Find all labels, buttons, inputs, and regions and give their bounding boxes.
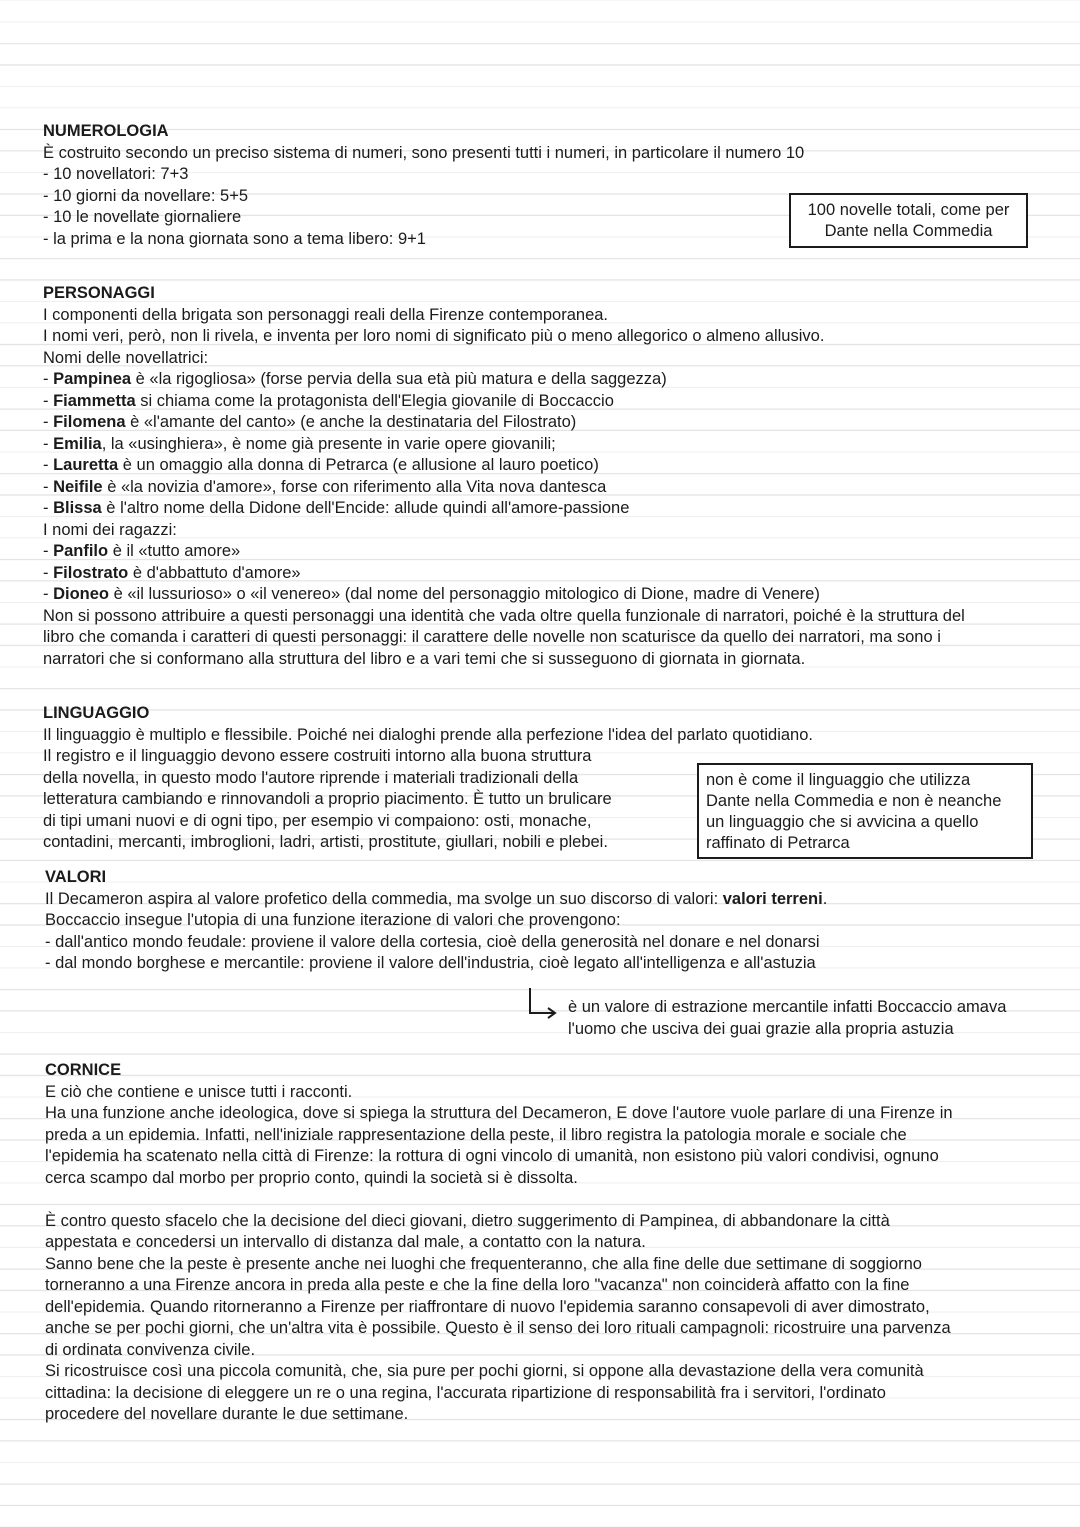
section-personaggi — [43, 283, 965, 670]
text-line: Nomi delle novellatrici: — [43, 348, 209, 367]
text-line: È costruito secondo un preciso sistema di numeri, sono presenti tutti i numeri, in particolare il numero 10 — [43, 143, 805, 162]
character-desc: è «il lussurioso» o «il venereo» (dal nome del personaggio mitologico di Dione, madre di Venere) — [109, 585, 820, 603]
text-line: l'epidemia ha scatenato nella città di Firenze: la rottura di ogni vincolo di umanità, non esistono più valori condivisi, ognuno — [45, 1147, 939, 1165]
section-title: NUMEROLOGIA — [43, 122, 169, 140]
character-name: Filomena — [53, 413, 126, 431]
list-item: - Dioneo è «il lussurioso» o «il venereo» (dal nome del personaggio mitologico di Dione, madre di Venere) — [43, 585, 820, 603]
character-name: Emilia — [53, 434, 102, 453]
note-box — [789, 193, 1028, 248]
character-desc: è un omaggio alla donna di Petrarca (e allusione al lauro poetico) — [118, 456, 599, 474]
section-cornice — [45, 1060, 953, 1426]
text-line: cerca scampo dal morbo per proprio conto, quindi la società si è dissolta. — [45, 1168, 578, 1187]
text-line: preda a un epidemia. Infatti, nell'iniziale rappresentazione della peste, il libro registra la patologia morale e sociale che — [45, 1125, 907, 1144]
text-line: Sanno bene che la peste è presente anche nei luoghi che frequenteranno, che alla fine delle due settimane di soggiorno — [45, 1254, 922, 1273]
character-desc: è il «tutto amore» — [108, 542, 241, 560]
text-line — [45, 889, 827, 911]
character-desc: si chiama come la protagonista dell'Elegia giovanile di Boccaccio — [135, 391, 614, 410]
note-line: raffinato di Petrarca — [706, 834, 850, 852]
character-name: Pampinea — [53, 370, 132, 388]
list-item: - Fiammetta si chiama come la protagonista dell'Elegia giovanile di Boccaccio — [43, 391, 614, 410]
section-numerologia — [43, 121, 804, 250]
text-line: Non si possono attribuire a questi personaggi una identità che vada oltre quella funzionale di narratori, poiché è la struttura del — [43, 606, 965, 625]
text-line: libro che comanda i caratteri di questi personaggi: il carattere delle novelle non scaturisce da quello dei narratori, ma sono i — [43, 628, 941, 646]
character-name: Neifile — [53, 477, 103, 496]
arrow-icon — [522, 985, 562, 1025]
text-span: Il Decameron aspira al valore profetico della commedia, ma svolge un suo discorso di valori: — [45, 889, 723, 908]
character-desc: è «la rigogliosa» (forse pervia della sua età più matura e della saggezza) — [131, 370, 667, 388]
character-name: Lauretta — [53, 456, 119, 474]
text-line: E ciò che contiene e unisce tutti i racconti. — [45, 1082, 353, 1101]
text-line: di tipi umani nuovi e di ogni tipo, per esempio vi compaiono: osti, monache, — [43, 811, 592, 830]
text-line: contadini, mercanti, imbroglioni, ladri, artisti, prostitute, giullari, nobili e plebei. — [43, 833, 608, 851]
text-line: I componenti della brigata son personaggi reali della Firenze contemporanea. — [43, 305, 609, 324]
list-item: - la prima e la nona giornata sono a tema libero: 9+1 — [43, 229, 426, 248]
list-item: - Panfilo è il «tutto amore» — [43, 542, 241, 560]
list-item: - 10 le novellate giornaliere — [43, 208, 242, 226]
character-name: Dioneo — [53, 585, 110, 603]
text-line: I nomi dei ragazzi: — [43, 520, 177, 539]
note-line: un linguaggio che si avvicina a quello — [706, 813, 979, 831]
list-item: - 10 giorni da novellare: 5+5 — [43, 186, 249, 205]
note-line: 100 novelle totali, come per — [807, 201, 1010, 219]
list-item: - Filostrato è d'abbattuto d'amore» — [43, 563, 301, 582]
valori-note — [568, 997, 1006, 1040]
list-item: - Neifile è «la novizia d'amore», forse con riferimento alla Vita nova dantesca — [43, 477, 607, 496]
note-line: non è come il linguaggio che utilizza — [706, 771, 971, 789]
character-name: Blissa — [53, 499, 102, 517]
character-desc: è l'altro nome della Didone dell'Encide: allude quindi all'amore-passione — [101, 499, 630, 517]
list-item: - Lauretta è un omaggio alla donna di Petrarca (e allusione al lauro poetico) — [43, 456, 599, 474]
character-name: Filostrato — [53, 563, 129, 582]
list-item: - dal mondo borghese e mercantile: proviene il valore dell'industria, cioè legato all'intelligenza e all'astuzia — [45, 954, 816, 972]
list-item: - 10 novellatori: 7+3 — [43, 165, 189, 183]
note-line: è un valore di estrazione mercantile infatti Boccaccio amava — [568, 998, 1007, 1016]
highlight-text: valori terreni — [722, 889, 823, 908]
text-line: dell'epidemia. Quando ritorneranno a Firenze per riaffrontare di nuovo l'epidemia saranno consapevoli di aver dimostrato, — [45, 1297, 930, 1316]
character-desc: è d'abbattuto d'amore» — [128, 563, 301, 582]
character-desc: è «la novizia d'amore», forse con riferimento alla Vita nova dantesca — [102, 477, 607, 496]
text-line: di ordinata convivenza civile. — [45, 1340, 256, 1359]
list-item: - Filomena è «l'amante del canto» (e anche la destinataria del Filostrato) — [43, 413, 577, 431]
text-line: procedere del novellare durante le due settimane. — [45, 1405, 409, 1423]
character-name: Panfilo — [53, 542, 109, 560]
section-title: PERSONAGGI — [43, 284, 155, 302]
section-valori — [45, 867, 827, 975]
character-name: Fiammetta — [53, 391, 136, 410]
text-line: Il linguaggio è multiplo e flessibile. Poiché nei dialoghi prende alla perfezione l'idea del parlato quotidiano. — [43, 725, 813, 744]
text-line: Boccaccio insegue l'utopia di una funzione iterazione di valori che provengono: — [45, 911, 621, 929]
note-line: Dante nella Commedia — [824, 222, 993, 240]
note-line: Dante nella Commedia e non è neanche — [706, 792, 1002, 810]
list-item: - dall'antico mondo feudale: proviene il valore della cortesia, cioè della generosità nel donare e nel donarsi — [45, 932, 820, 951]
text-span: . — [822, 889, 828, 908]
list-item: - Pampinea è «la rigogliosa» (forse pervia della sua età più matura e della saggezza) — [43, 370, 667, 388]
section-title: LINGUAGGIO — [43, 704, 150, 722]
text-line: I nomi veri, però, non li rivela, e inventa per loro nomi di significato più o meno allegorico o almeno allusivo. — [43, 327, 825, 345]
list-item: - Blissa è l'altro nome della Didone dell'Encide: allude quindi all'amore-passione — [43, 499, 630, 517]
text-line: Si ricostruisce così una piccola comunità, che, sia pure per pochi giorni, si oppone alla devastazione della vera comunità — [45, 1362, 924, 1380]
text-line: cittadina: la decisione di eleggere un re o una regina, l'accurata ripartizione di responsabilità fra i servitori, l'ordinato — [45, 1383, 886, 1402]
note-line: l'uomo che usciva dei guai grazie alla propria astuzia — [568, 1019, 954, 1038]
text-line: torneranno a una Firenze ancora in preda alla peste e che la fine della loro "vacanza" non coinciderà affatto con la fine — [45, 1276, 910, 1294]
character-desc: è «l'amante del canto» (e anche la destinataria del Filostrato) — [125, 413, 577, 431]
text-line: È contro questo sfacelo che la decisione del dieci giovani, dietro suggerimento di Pampinea, di abbandonare la città — [45, 1211, 890, 1230]
note-box — [697, 763, 1033, 859]
list-item: - Emilia, la «usinghiera», è nome già presente in varie opere giovanili; — [43, 434, 556, 453]
text-line: appestata e concedersi un intervallo di distanza dal male, a contatto con la natura. — [45, 1233, 646, 1251]
text-line: narratori che si conformano alla struttura del libro e a vari temi che si susseguono di giornata in giornata. — [43, 649, 806, 668]
section-title: VALORI — [45, 868, 107, 886]
text-line: letteratura cambiando e rinnovandoli a proprio piacimento. È tutto un brulicare — [43, 790, 612, 808]
text-line: Il registro e il linguaggio devono essere costruiti intorno alla buona struttura — [43, 747, 592, 765]
text-line: della novella, in questo modo l'autore riprende i materiali tradizionali della — [43, 768, 579, 787]
text-line: Ha una funzione anche ideologica, dove si spiega la struttura del Decameron, E dove l'autore vuole parlare di una Firenze in — [45, 1104, 953, 1122]
character-desc: , la «usinghiera», è nome già presente in varie opere giovanili; — [101, 434, 556, 453]
text-line: anche se per pochi giorni, che un'altra vita è possibile. Questo è il senso dei loro rituali campagnoli: ricostruire una parvenza — [45, 1319, 951, 1337]
spacer — [45, 1189, 953, 1211]
section-title: CORNICE — [45, 1061, 122, 1079]
